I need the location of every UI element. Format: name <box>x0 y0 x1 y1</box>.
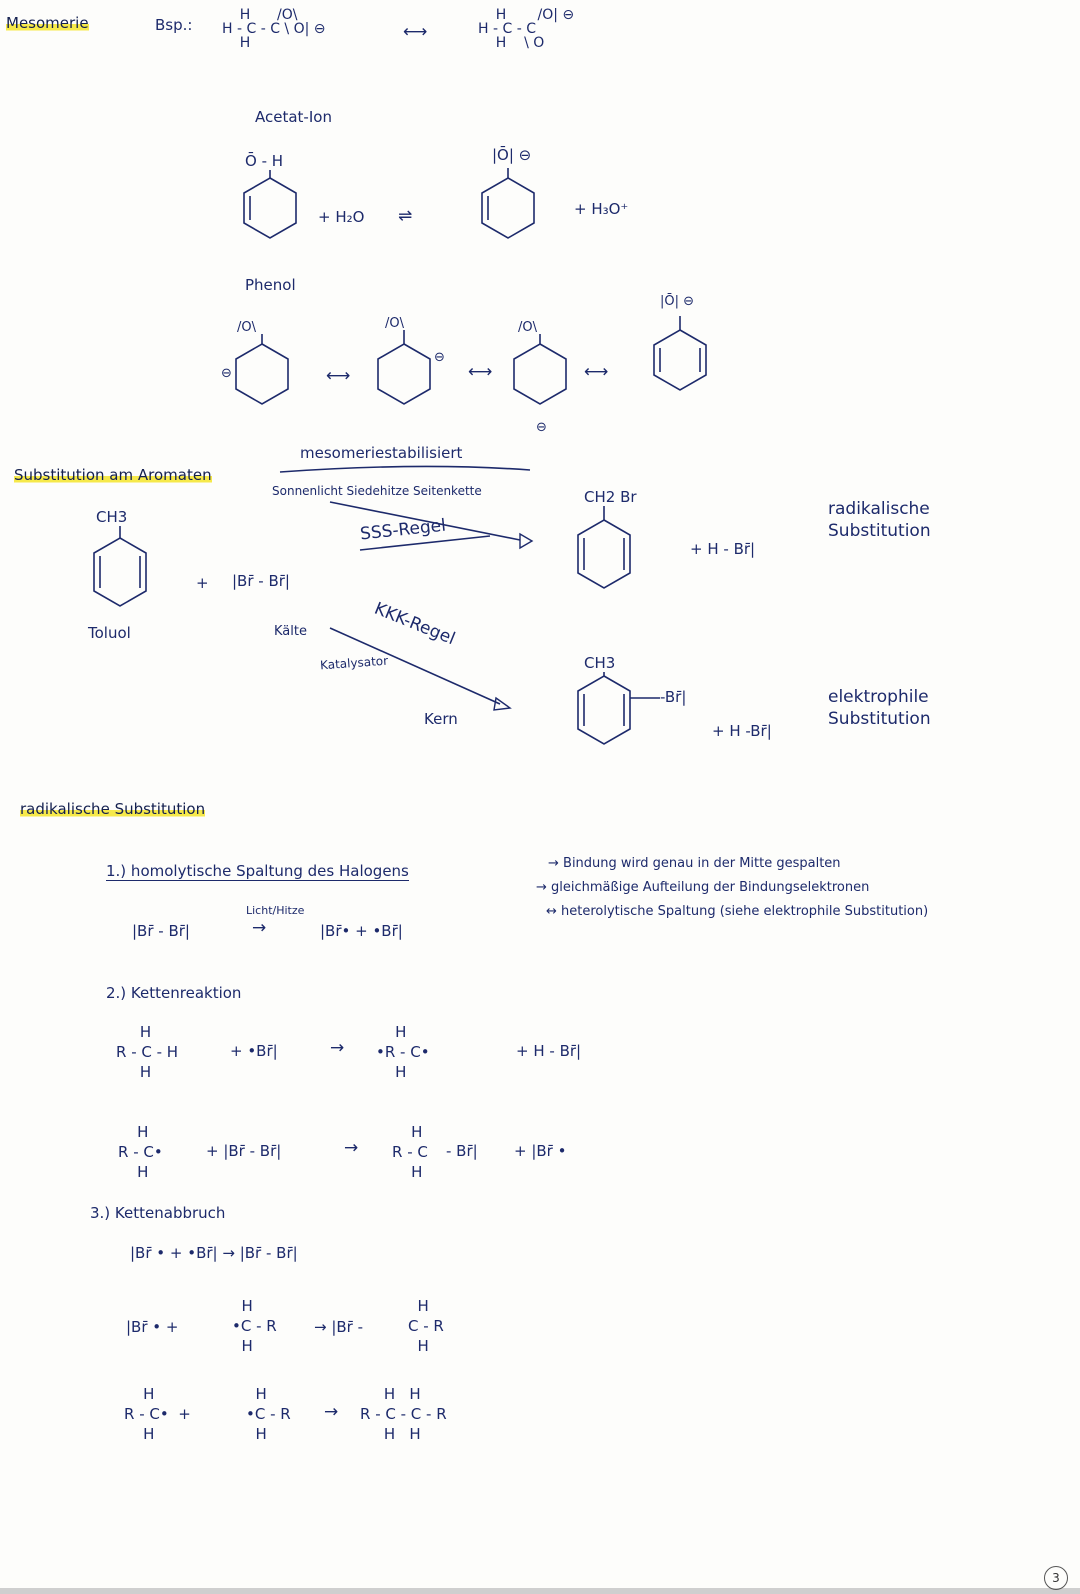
t2-product: H C - R H <box>408 1297 444 1355</box>
kern-label: Kern <box>424 710 458 728</box>
bromine-molecule: |Br̄ - Br̄| <box>232 572 290 590</box>
kkk-condition-catalyst: Katalysator <box>319 653 389 673</box>
product1-hbr: + H - Br̄| <box>690 540 756 558</box>
r2-arrow: → <box>344 1138 359 1158</box>
res1-ring <box>236 344 288 404</box>
acetate-structure-left: H /O\ H - C - C \ O| ⊖ H <box>222 7 326 51</box>
bsp-label: Bsp.: <box>155 16 193 34</box>
r2-product: H R - C H <box>392 1123 428 1181</box>
r1-plus-br: + •Br̄| <box>230 1042 278 1060</box>
t3-arrow: → <box>324 1402 339 1422</box>
bottom-strip <box>0 1588 1080 1594</box>
res2-ring <box>378 344 430 404</box>
kkk-condition-cold: Kälte <box>274 624 307 639</box>
res1-o: /O\ <box>237 320 256 335</box>
mesomeriestabilisiert-label: mesomeriestabilisiert <box>300 444 463 462</box>
t3-middle: H •C - R H <box>246 1385 291 1443</box>
note-1: → Bindung wird genau in der Mitte gespalten <box>548 856 841 871</box>
phenol-ring <box>244 178 296 238</box>
kkk-regel-label: KKK-Regel <box>371 598 458 650</box>
step1-title: 1.) homolytische Spaltung des Halogens <box>106 862 409 880</box>
acetat-ion-label: Acetat-Ion <box>255 108 332 126</box>
toluol-ch3: CH3 <box>96 508 128 526</box>
t2-right: → |Br̄ - <box>314 1318 364 1336</box>
step2-title: 2.) Kettenreaktion <box>106 984 242 1002</box>
sss-conditions: Sonnenlicht Siedehitze Seitenkette <box>272 484 482 498</box>
r2-plus-br-radical: + |Br̄ • <box>514 1142 567 1160</box>
res-arrow-3: ⟷ <box>584 362 609 382</box>
t2-middle: H •C - R H <box>232 1297 277 1355</box>
resonance-arrow: ⟷ <box>403 22 428 42</box>
r2-product-br: - Br̄| <box>446 1142 478 1160</box>
r1-hbr: + H - Br̄| <box>516 1042 582 1060</box>
phenol-oh: Ō - H <box>245 152 284 170</box>
step1-arrow: → <box>252 918 267 938</box>
plus-water: + H₂O <box>318 208 365 226</box>
res3-charge: ⊖ <box>536 420 547 435</box>
r1-arrow: → <box>330 1038 345 1058</box>
r2-radical: H R - C• H <box>118 1123 163 1181</box>
r1-left-molecule: H R - C - H H <box>116 1023 179 1081</box>
step1-condition: Licht/Hitze <box>246 904 305 917</box>
heading-radikalische-substitution: radikalische Substitution <box>20 800 206 818</box>
phenolate-ring <box>482 178 534 238</box>
product2-br: -Br̄| <box>660 688 687 706</box>
product1-ch2br: CH2 Br <box>584 488 637 506</box>
r2-plus-br2: + |Br̄ - Br̄| <box>206 1142 282 1160</box>
plus-h3o: + H₃O⁺ <box>574 200 629 218</box>
toluol-label: Toluol <box>88 624 131 642</box>
sss-regel-label: SSS-Regel <box>359 515 447 545</box>
product2-label-line2: Substitution <box>828 709 931 729</box>
step3-title: 3.) Kettenabbruch <box>90 1204 226 1222</box>
res2-o: /O\ <box>385 316 404 331</box>
product2-label-line1: elektrophile <box>828 687 929 707</box>
note-2: → gleichmäßige Aufteilung der Bindungselektronen <box>536 880 870 895</box>
note-3: ↔ heterolytische Spaltung (siehe elektrophile Substitution) <box>546 904 929 919</box>
product2-hbr: + H -Br̄| <box>712 722 772 740</box>
toluol-ring <box>94 538 146 606</box>
r1-radical: H •R - C• H <box>376 1023 430 1081</box>
t1-equation: |Br̄ • + •Br̄| → |Br̄ - Br̄| <box>130 1244 298 1262</box>
phenolate-o: |Ō| ⊖ <box>492 146 532 164</box>
res4-o: |Ō| ⊖ <box>660 294 695 309</box>
product1-label-line2: Substitution <box>828 521 931 541</box>
step1-right: |Br̄• + •Br̄| <box>320 922 403 940</box>
res4-ring <box>654 330 706 390</box>
t3-left: H R - C• + H <box>124 1385 191 1443</box>
t2-left: |Br̄ • + <box>126 1318 179 1336</box>
res1-charge: ⊖ <box>221 366 232 381</box>
product2-ch3: CH3 <box>584 654 616 672</box>
phenol-label: Phenol <box>245 276 296 294</box>
product2-ring <box>578 676 630 744</box>
heading-mesomerie: Mesomerie <box>6 14 89 32</box>
acetate-structure-right: H /O| ⊖ H - C - C H \ O <box>478 7 575 51</box>
res3-o: /O\ <box>518 320 537 335</box>
product1-label-line1: radikalische <box>828 499 930 519</box>
step1-left: |Br̄ - Br̄| <box>132 922 190 940</box>
res-arrow-1: ⟷ <box>326 366 351 386</box>
t3-product: H H R - C - C - R H H <box>360 1385 447 1443</box>
res-arrow-2: ⟷ <box>468 362 493 382</box>
plus-sign: + <box>196 574 209 592</box>
page-number: 3 <box>1044 1566 1068 1590</box>
product1-ring <box>578 520 630 588</box>
heading-substitution: Substitution am Aromaten <box>14 466 212 484</box>
equilibrium-arrow: ⇌ <box>398 206 413 226</box>
res3-ring <box>514 344 566 404</box>
res2-charge: ⊖ <box>434 350 445 365</box>
